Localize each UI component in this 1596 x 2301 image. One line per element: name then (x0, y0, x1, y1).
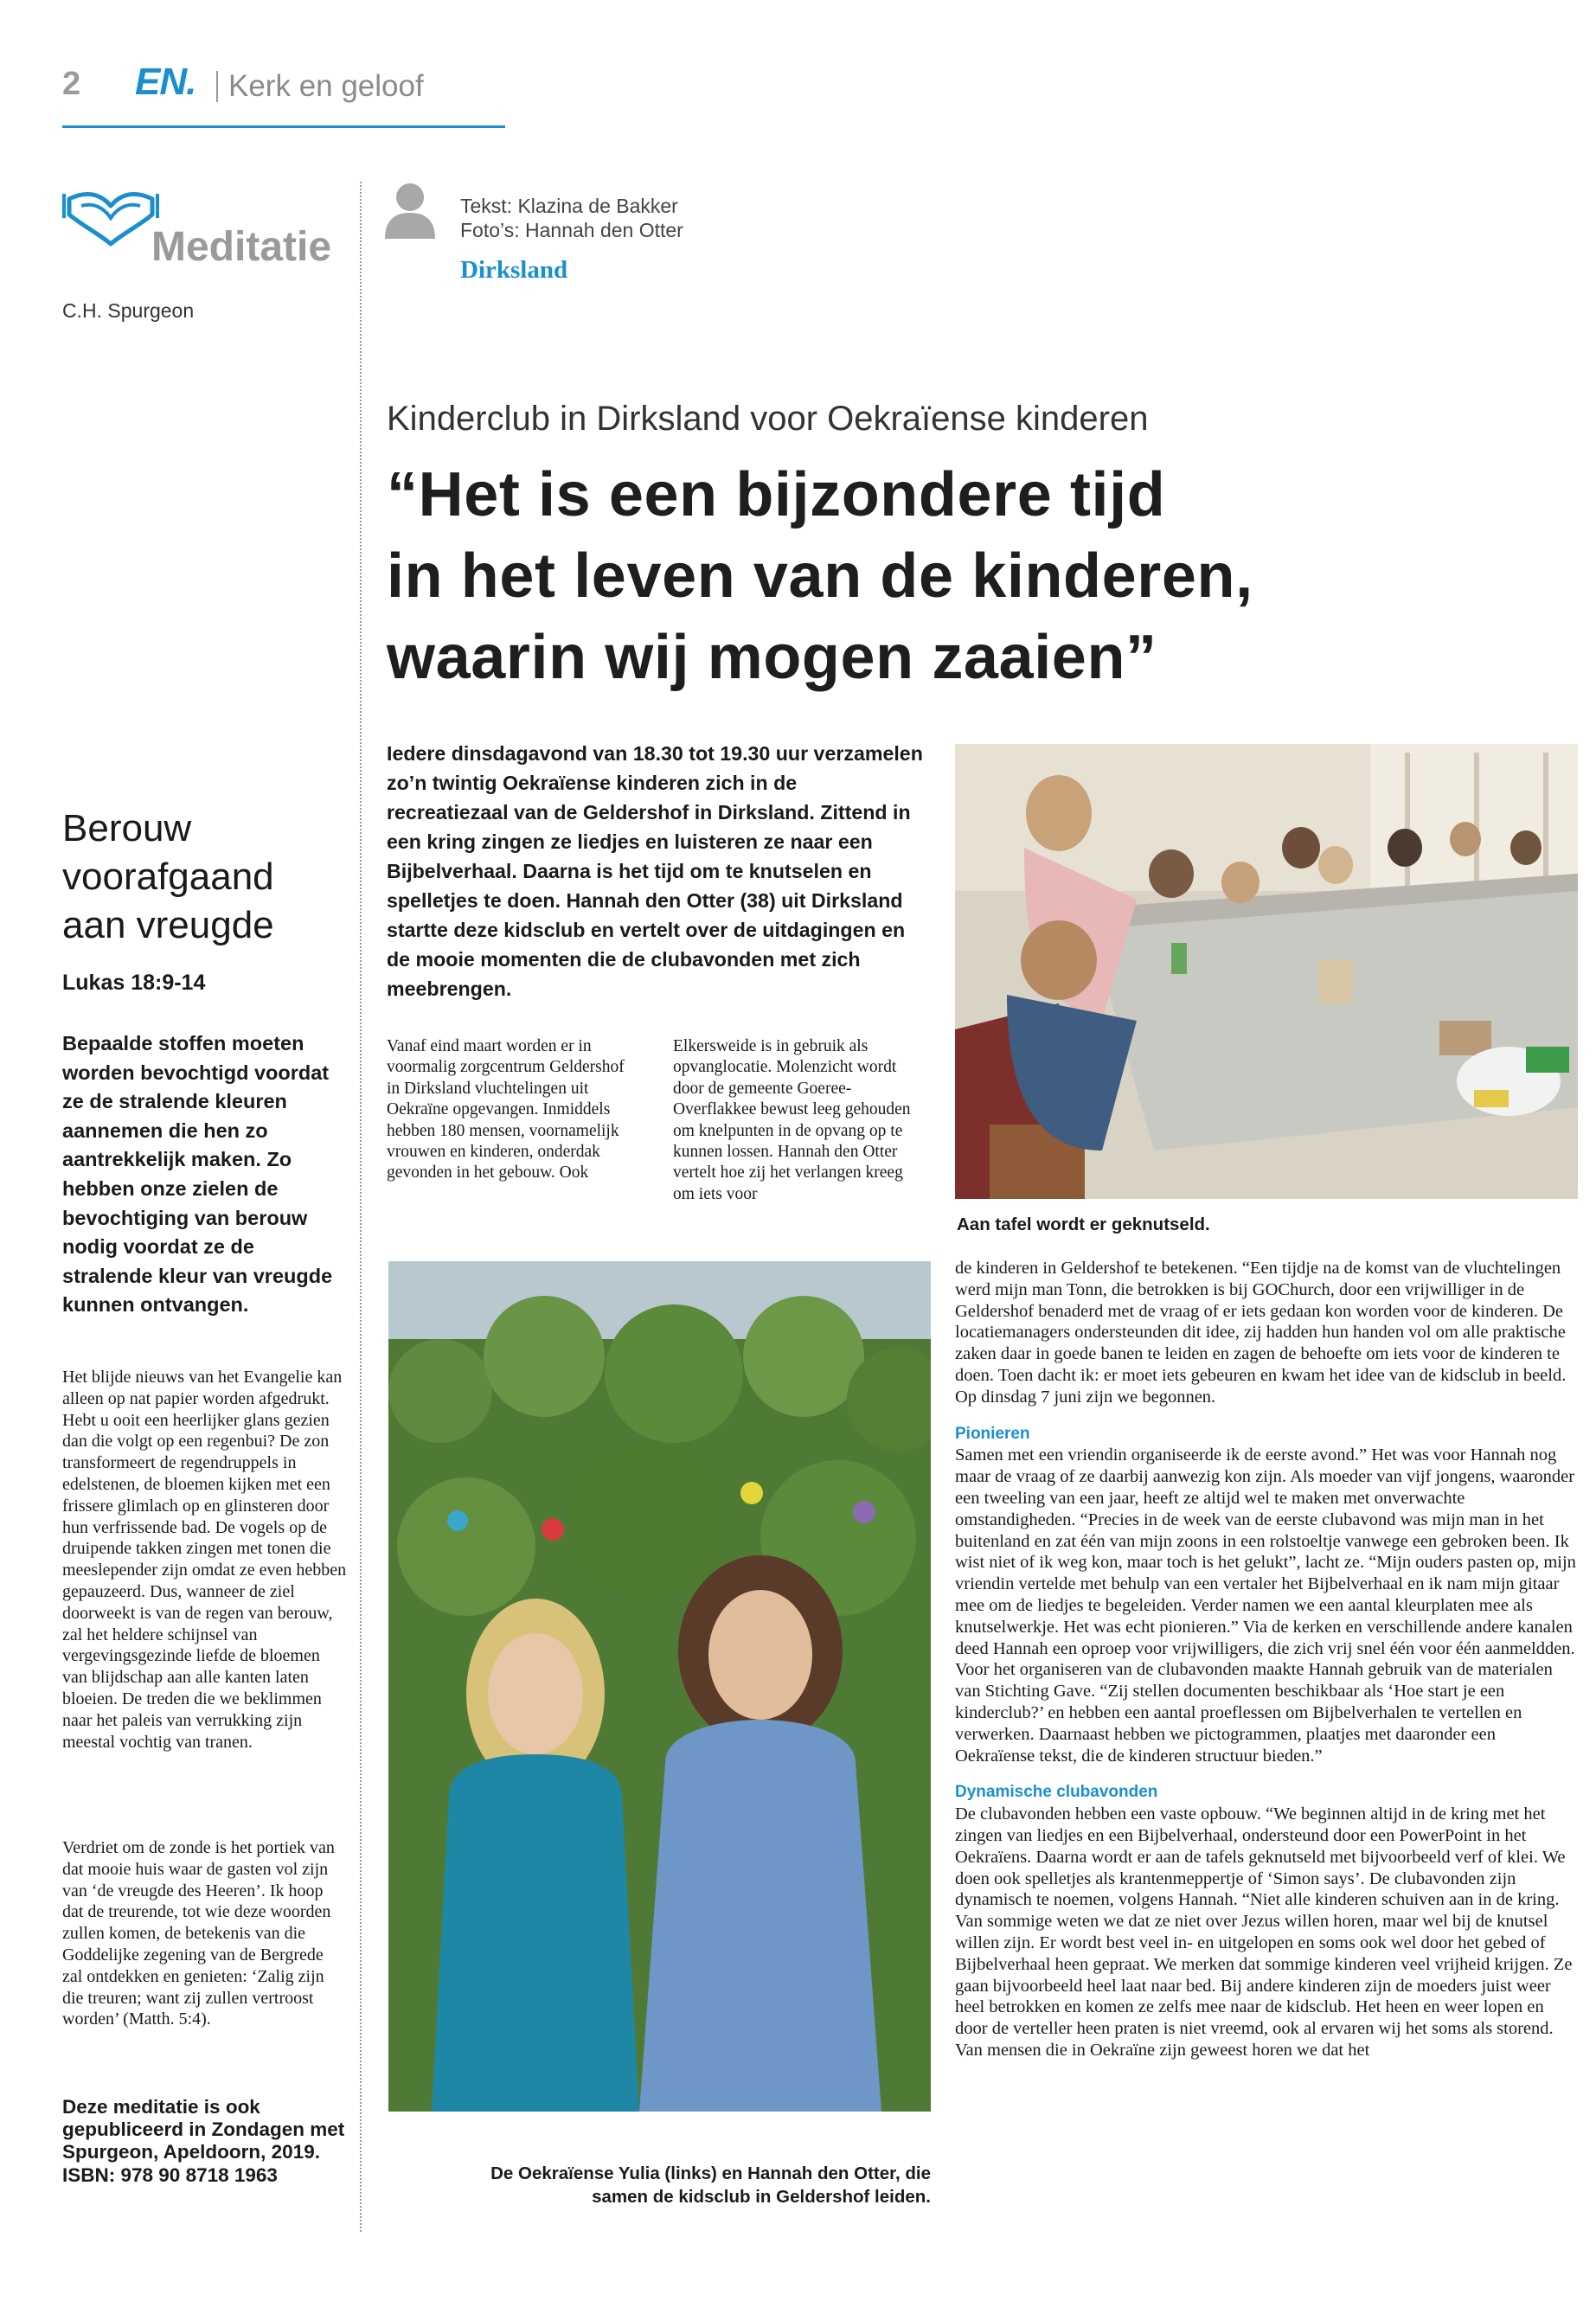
article-headline (387, 454, 1494, 698)
article-kicker: Kinderclub in Dirksland voor Oekraïense kinderen (387, 400, 1149, 438)
article-paragraph: Samen met een vriendin organiseerde ik de eerste avond.” Het was voor Hannah nog maar de vraag of ze daarbij aanwezig kon zijn. Als moeder van vijf jongens, waaronder een tweeling van een jaar, heeft ze altijd wel te maken met onverwachte omstandigheden. “Precies in de week van de eerste clubavond was mijn man in het buitenland en zat één van mijn zoons in een rolstoeltje vanwege een gebroken been. Ik wist niet of ik weg kon, maar toch is het gelukt”, lacht ze. “Mijn ouders pasten op, mijn vriendin vertelde met behulp van een vertaler het Bijbelverhaal en ik nam mijn gitaar mee om de liedjes te begeleiden. Verder namen we een aantal kleurplaten mee als knutselwerkje. Het was echt pionieren.” Via de kerken en verschillende andere kanalen deed Hannah een oproep voor vrijwilligers, die zich vrij snel één voor één aanmeldden. Voor het organiseren van de clubavonden maakte Hannah gebruik van de materialen van Stichting Gave. “Zij stellen documenten beschikbaar als ‘Hoe start je een kinderclub?’ en hebben een aantal proeflessen om Bijbelverhalen te vertellen en verwerken. Daarnaast hebben we pictogrammen, plaatjes met daaronder een Oekraïense tekst, die de kinderen structuur bieden.” (955, 1445, 1576, 1766)
meditation-title: Berouw voorafgaand aan vreugde (62, 807, 274, 946)
column-divider (360, 182, 362, 2232)
headline-line: waarin wij mogen zaaien” (387, 623, 1157, 692)
caption-line: samen de kidsclub in Geldershof leiden. (592, 2187, 931, 2207)
page-number: 2 (62, 66, 81, 102)
article-paragraph: De clubavonden hebben een vaste opbouw. “We beginnen altijd in de kring met het zingen van liedjes en een Bijbelverhaal, ondersteund door een PowerPoint in het Oekraïens. Daarna wordt er aan de tafels geknutseld met bijvoorbeeld verf of klei. We doen ook spelletjes als krantenmeppertje of ‘Simon says’. De clubavonden zijn dynamisch te noemen, volgens Hannah. “Niet alle kinderen schuiven aan in de kring. Van sommige weten we dat ze niet over Jezus willen horen, maar wel bij de knutsel willen zijn. Er wordt best veel in- en uitgelopen en soms ook wel door het gebed of Bijbelverhaal heen gepraat. We merken dat sommige kinderen veel vrijheid krijgen. Ze gaan bijvoorbeeld heel laat naar bed. Bij andere kinderen zijn de moeders juist weer heel betrokken en komen ze zelfs mee naar de kidsclub. Het heen en weer lopen en door de verteller heen praten is niet vreemd, ook al ervaren wij het soms als storend. Van mensen die in Oekraïne zijn geweest horen we dat het (955, 1804, 1573, 2060)
header-separator (216, 71, 218, 102)
photo-portrait-yulia-and-hannah (388, 1261, 931, 2112)
headline-line: “Het is een bijzondere tijd (387, 460, 1166, 529)
photo-credit: Foto’s: Hannah den Otter (460, 219, 683, 241)
byline-location: Dirksland (460, 256, 568, 284)
caption-line: De Oekraïense Yulia (links) en Hannah den Otter, die (490, 2163, 931, 2183)
article-body-column: Elkersweide is in gebruik als opvanglocatie. Molenzicht wordt door de gemeente Goeree-Overflakkee bewust leeg gehouden om knelpunten in de opvang op te kunnen lossen. Hannah den Otter vertelt hoe zij het verlangen kreeg om iets voor (673, 1037, 911, 1203)
open-book-heart-icon (62, 180, 159, 249)
section-title: Kerk en geloof (228, 69, 424, 103)
header-rule (62, 125, 505, 128)
meditation-body-paragraph: Het blijde nieuws van het Evangelie kan alleen op nat papier worden afgedrukt. Hebt u ooit een heerlijker glans gezien dan die volgt op een regenbui? De zon transformeert de regendruppels in edelstenen, de bloemen kijken met een frissere glimlach op en glinsteren door hun verfrissende bad. De vogels op de druipende takken zingen met tonen die meeslepender zijn omdat ze even hebben gepauzeerd. Dus, wanneer de ziel doorweekt is van de regen van berouw, zal het heldere schijnsel van vergevingsgezinde liefde de bloemen van blijdschap aan alle kanten laten bloeien. De treden die we beklimmen naar het paleis van verrukking zijn meestal vochtig van tranen. (62, 1368, 347, 1752)
article-intro: Iedere dinsdagavond van 18.30 tot 19.30 uur verzamelen zo’n twintig Oekraïense kinderen zich in de recreatiezaal van de Geldershof in Dirksland. Zittend in een kring zingen ze liedjes en luisteren ze naar een Bijbelverhaal. Daarna is het tijd om te knutselen en spelletjes te doen. Hannah den Otter (38) uit Dirksland startte deze kidsclub en vertelt over de uitdagingen en de mooie momenten die de clubavonden met zich meebrengen. (387, 742, 923, 1000)
meditation-lead: Bepaalde stoffen moeten worden bevochtigd voordat ze de stralende kleuren aannemen die hen zo aantrekkelijk maken. Zo hebben onze zielen de bevochtiging van berouw nodig voordat ze de stralende kleur van vreugde kunnen ontvangen. (62, 1032, 333, 1317)
byline-credits (460, 194, 683, 242)
article-subheading: Pionieren (955, 1424, 1030, 1443)
article-paragraph: de kinderen in Geldershof te betekenen. “Een tijdje na de komst van de vluchtelingen werd mijn man Tonn, die betrokken is bij GOChurch, door een vrijwilliger in de Geldershof benaderd met de vraag of er iets gedaan kon worden voor de kinderen. De locatiemanagers ondersteunden dit idee, zij hadden hun handen vol om alle praktische zaken daar in goede banen te leiden en zagen de behoefte om iets voor de kinderen te doen. Toen dacht ik: er moet iets gebeuren en kwam het idee van de kidsclub in beeld. Op dinsdag 7 juni zijn we begonnen. (955, 1259, 1567, 1407)
article-body-right-column (955, 1258, 1578, 2061)
meditation-source-note: Deze meditatie is ook gepubliceerd in Zondagen met Spurgeon, Apeldoorn, 2019. ISBN: 978 90 8718 1963 (62, 2096, 345, 2186)
photo-caption (388, 2162, 931, 2208)
logo: EN. (135, 61, 196, 103)
photo-caption: Aan tafel wordt er geknutseld. (957, 1215, 1210, 1234)
article-body-column: Vanaf eind maart worden er in voormalig zorgcentrum Geldershof in Dirksland vluchtelingen uit Oekraïne opgevangen. Inmiddels hebben 180 mensen, voornamelijk vrouwen en kinderen, onderdak gevonden in het gebouw. Ook (387, 1037, 625, 1183)
meditation-body-paragraph: Verdriet om de zonde is het portiek van dat mooie huis waar de gasten vol zijn van ‘de vreugde des Heeren’. Ik hoop dat de treurende, tot wie deze woorden zullen komen, de betekenis van die Goddelijke zegening van de Bergrede zal ontdekken en genieten: ‘Zalig zijn die treuren; want zij zullen vertroost worden’ (Matth. 5:4). (62, 1838, 335, 2029)
article-subheading: Dynamische clubavonden (955, 1783, 1158, 1802)
text-credit: Tekst: Klazina de Bakker (460, 195, 678, 217)
meditation-author: C.H. Spurgeon (62, 299, 195, 322)
author-person-icon (383, 180, 437, 239)
bible-reference: Lukas 18:9-14 (62, 971, 206, 995)
headline-line: in het leven van de kinderen, (387, 542, 1253, 611)
meditation-label: Meditatie (151, 224, 332, 270)
photo-children-crafting (955, 744, 1578, 1199)
